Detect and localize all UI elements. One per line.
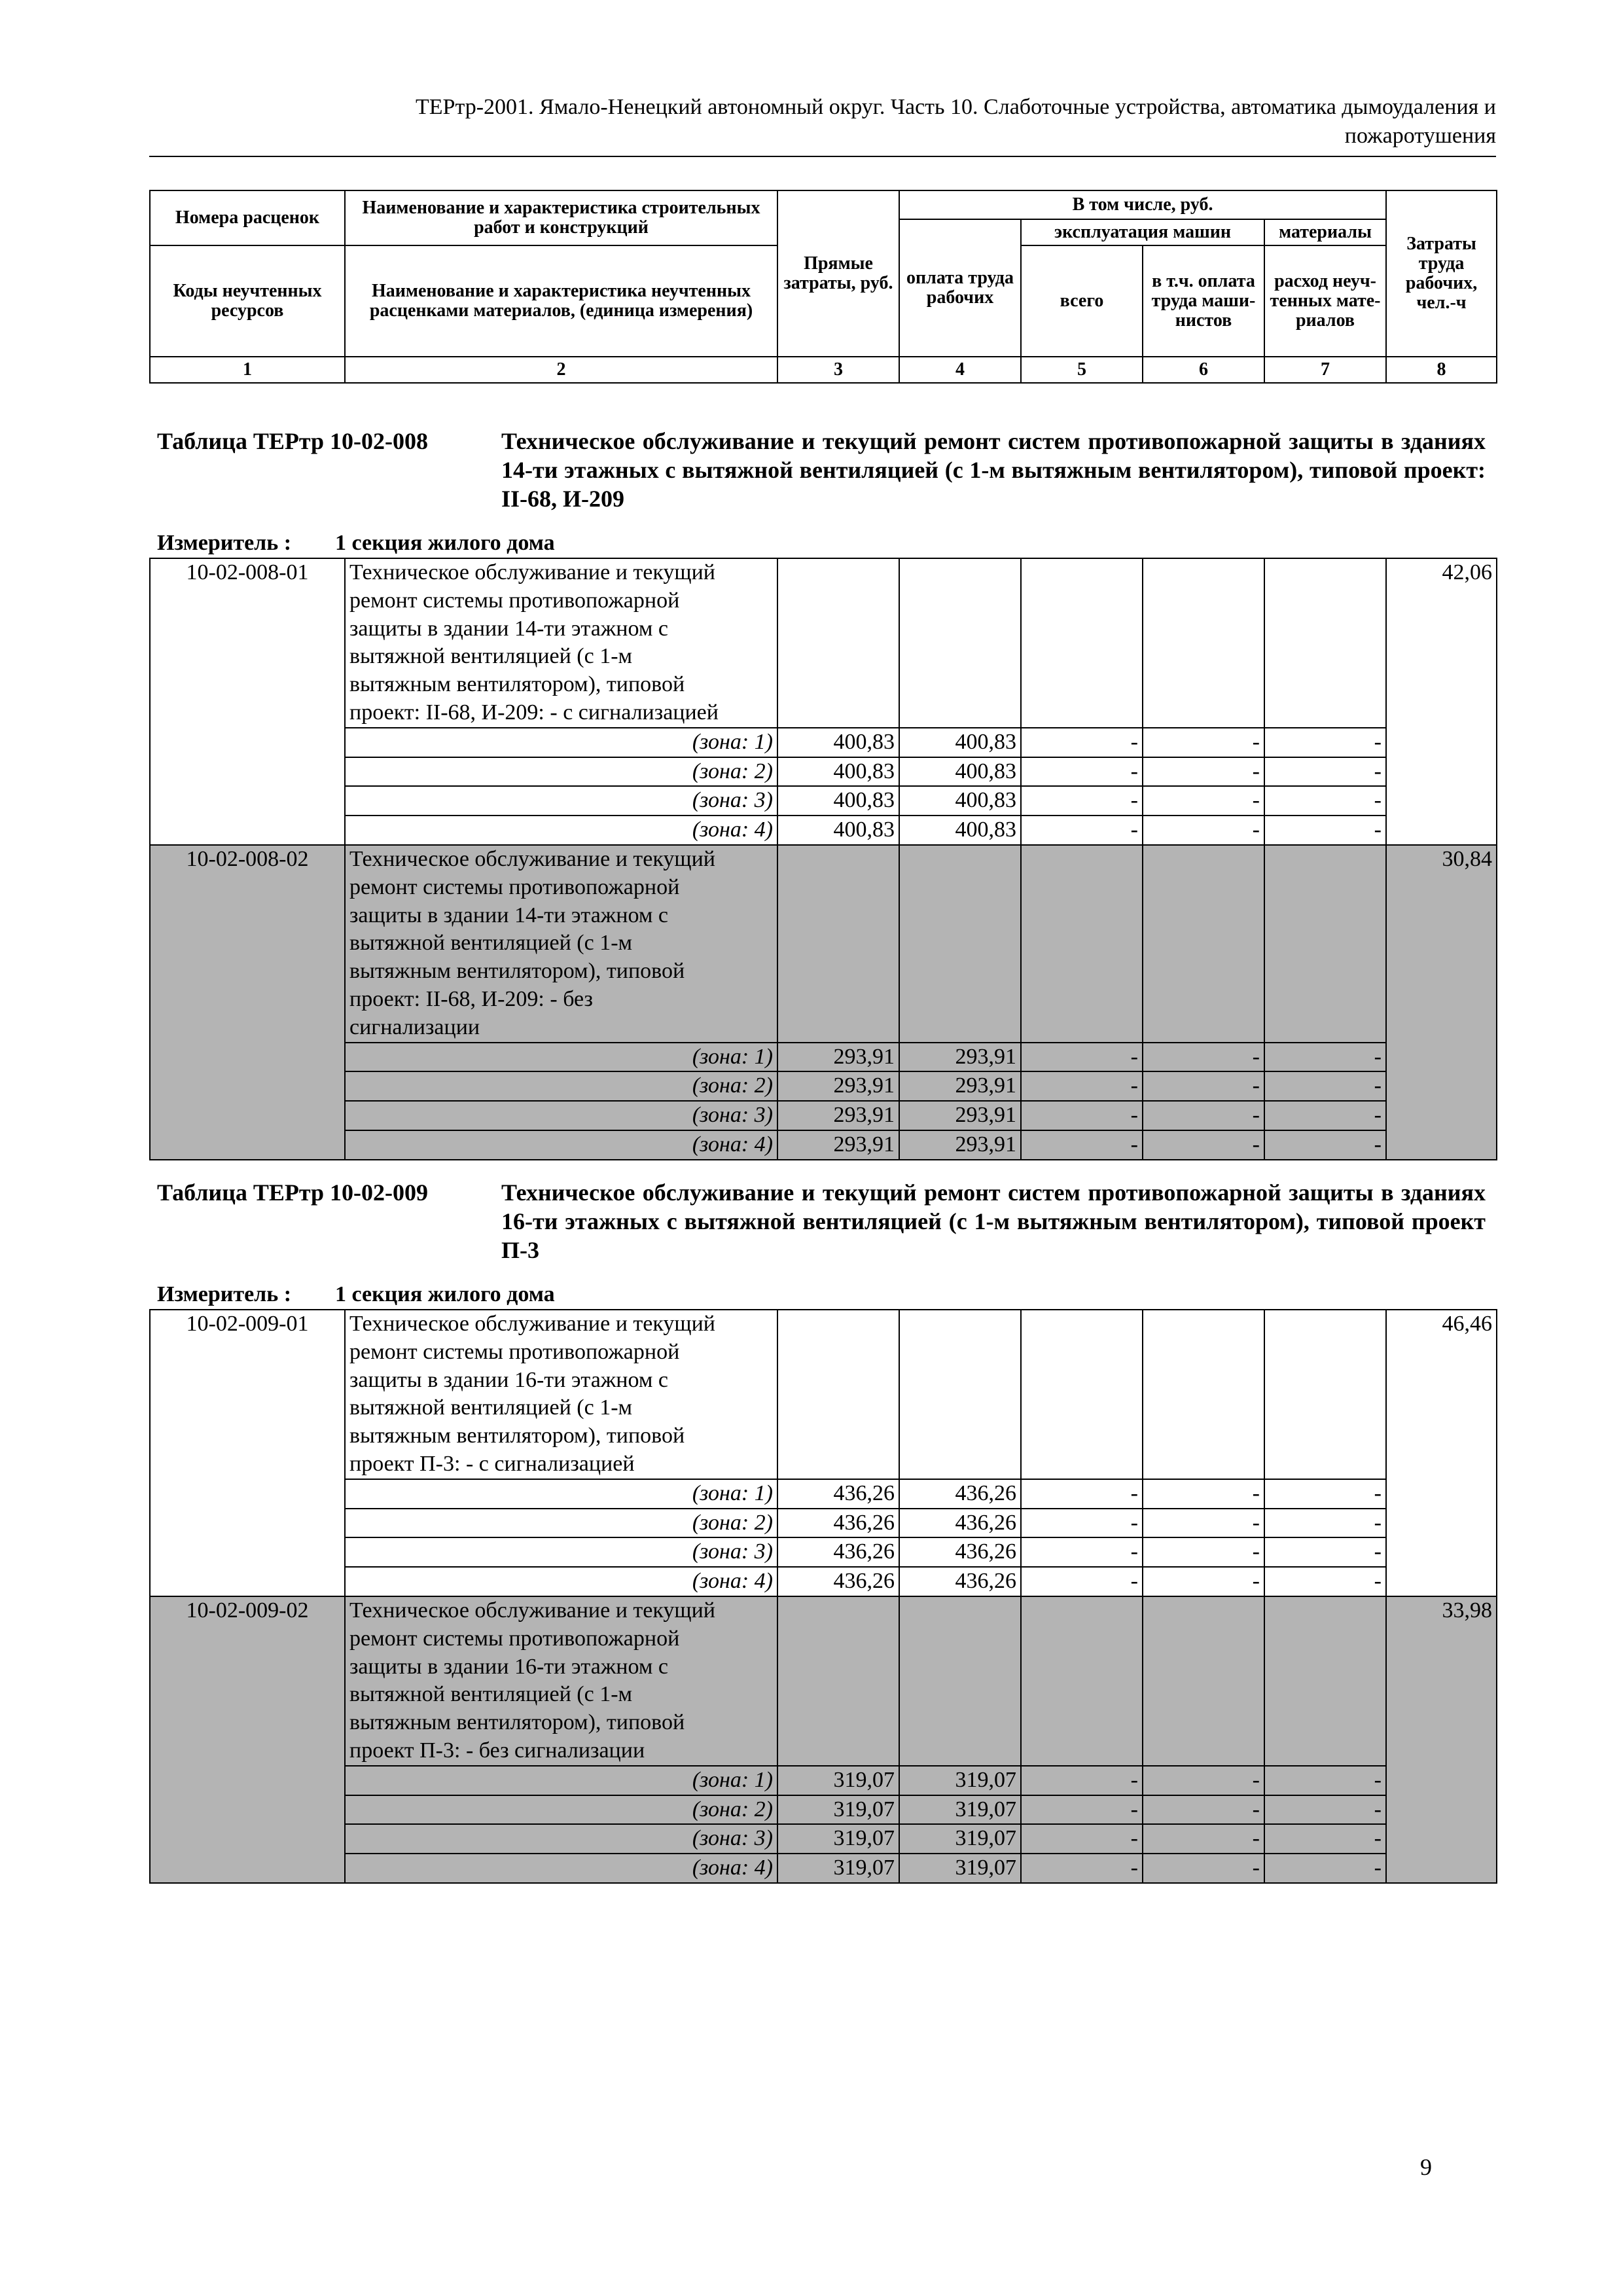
wage-cost: 436,26 bbox=[899, 1537, 1021, 1567]
machine-cost: - bbox=[1021, 1854, 1143, 1883]
labor-hours: 46,46 bbox=[1386, 1310, 1497, 1596]
zone-row bbox=[150, 1043, 1497, 1072]
zone-label: (зона: 2) bbox=[345, 757, 777, 787]
direct-cost: 293,91 bbox=[777, 1071, 899, 1101]
description-line: сигнализации bbox=[349, 1014, 480, 1039]
column-number: 4 bbox=[899, 357, 1021, 383]
zone-row bbox=[150, 1824, 1497, 1854]
machinist-wage: - bbox=[1143, 1479, 1264, 1509]
material-cost: - bbox=[1264, 786, 1386, 816]
description-line: вытяжным вентилятором), типовой bbox=[349, 959, 685, 984]
machine-cost: - bbox=[1021, 1043, 1143, 1072]
description-line: Техническое обслуживание и текущий bbox=[349, 846, 715, 871]
machinist-wage: - bbox=[1143, 728, 1264, 757]
description-line: ремонт системы противопожарной bbox=[349, 874, 680, 899]
direct-cost: 400,83 bbox=[777, 786, 899, 816]
description-line: вытяжным вентилятором), типовой bbox=[349, 672, 685, 697]
machinist-wage: - bbox=[1143, 1567, 1264, 1596]
column-number: 8 bbox=[1386, 357, 1497, 383]
machines-total-header: всего bbox=[1021, 245, 1143, 357]
rate-group bbox=[150, 845, 1497, 1160]
zone-label: (зона: 3) bbox=[345, 1824, 777, 1854]
direct-cost: 400,83 bbox=[777, 757, 899, 787]
material-cost: - bbox=[1264, 1043, 1386, 1072]
labor-hours: 30,84 bbox=[1386, 845, 1497, 1160]
column-number: 2 bbox=[345, 357, 777, 383]
zone-row bbox=[150, 1795, 1497, 1825]
column-number: 3 bbox=[777, 357, 899, 383]
machine-cost: - bbox=[1021, 1071, 1143, 1101]
rate-group bbox=[150, 1596, 1497, 1883]
direct-cost: 319,07 bbox=[777, 1795, 899, 1825]
zone-row bbox=[150, 757, 1497, 787]
zone-label: (зона: 1) bbox=[345, 1043, 777, 1072]
description-line: ремонт системы противопожарной bbox=[349, 588, 680, 613]
machine-cost: - bbox=[1021, 786, 1143, 816]
wage-cost: 319,07 bbox=[899, 1766, 1021, 1795]
machinist-wage: - bbox=[1143, 1766, 1264, 1795]
zone-label: (зона: 4) bbox=[345, 816, 777, 845]
rate-description bbox=[345, 845, 777, 1043]
rate-group bbox=[150, 1310, 1497, 1596]
machinist-wage: - bbox=[1143, 1854, 1264, 1883]
material-cost: - bbox=[1264, 1509, 1386, 1538]
labor-hours: 42,06 bbox=[1386, 558, 1497, 845]
description-line: защиты в здании 16-ти этажном с bbox=[349, 1367, 668, 1392]
rate-code: 10-02-009-01 bbox=[150, 1310, 345, 1596]
material-cost: - bbox=[1264, 1479, 1386, 1509]
zone-label: (зона: 2) bbox=[345, 1071, 777, 1101]
unit-line bbox=[157, 1282, 555, 1308]
material-cost: - bbox=[1264, 1766, 1386, 1795]
wage-cost: 293,91 bbox=[899, 1043, 1021, 1072]
wage-cost: 400,83 bbox=[899, 728, 1021, 757]
wage-cost: 293,91 bbox=[899, 1130, 1021, 1160]
description-line: ремонт системы противопожарной bbox=[349, 1339, 680, 1364]
material-cost: - bbox=[1264, 757, 1386, 787]
zone-label: (зона: 1) bbox=[345, 728, 777, 757]
machinist-wage: - bbox=[1143, 1043, 1264, 1072]
wage-cost: 319,07 bbox=[899, 1824, 1021, 1854]
direct-cost: 436,26 bbox=[777, 1567, 899, 1596]
rate-row bbox=[150, 845, 1497, 1043]
unaccounted-materials-header: расход неуч-тенных мате-риалов bbox=[1264, 245, 1386, 357]
wage-cost: 436,26 bbox=[899, 1479, 1021, 1509]
in-total-header: В том числе, руб. bbox=[899, 190, 1386, 219]
wage-cost: 400,83 bbox=[899, 757, 1021, 787]
machinist-wage: - bbox=[1143, 1130, 1264, 1160]
material-cost: - bbox=[1264, 1567, 1386, 1596]
description-line: вытяжным вентилятором), типовой bbox=[349, 1424, 685, 1448]
rate-description bbox=[345, 558, 777, 728]
wage-cost: 319,07 bbox=[899, 1795, 1021, 1825]
description-line: защиты в здании 14-ти этажном с bbox=[349, 903, 668, 927]
zone-label: (зона: 4) bbox=[345, 1854, 777, 1883]
column-number: 1 bbox=[150, 357, 345, 383]
zone-row bbox=[150, 1071, 1497, 1101]
material-cost: - bbox=[1264, 1795, 1386, 1825]
rate-code: 10-02-009-02 bbox=[150, 1596, 345, 1883]
material-cost: - bbox=[1264, 1101, 1386, 1130]
direct-cost: 319,07 bbox=[777, 1766, 899, 1795]
machine-cost: - bbox=[1021, 1567, 1143, 1596]
description-line: вытяжной вентиляцией (с 1-м bbox=[349, 644, 633, 669]
zone-row bbox=[150, 728, 1497, 757]
direct-cost: 400,83 bbox=[777, 816, 899, 845]
description-line: проект П-3: - с сигнализацией bbox=[349, 1451, 635, 1476]
wage-cost: 319,07 bbox=[899, 1854, 1021, 1883]
material-cost: - bbox=[1264, 1824, 1386, 1854]
zone-row bbox=[150, 1537, 1497, 1567]
material-cost: - bbox=[1264, 1537, 1386, 1567]
machinist-wage: - bbox=[1143, 1795, 1264, 1825]
labor-hours: 33,98 bbox=[1386, 1596, 1497, 1883]
description-line: проект П-3: - без сигнализации bbox=[349, 1738, 645, 1763]
rate-row bbox=[150, 558, 1497, 728]
zone-label: (зона: 3) bbox=[345, 1101, 777, 1130]
rate-row bbox=[150, 1596, 1497, 1766]
direct-cost: 293,91 bbox=[777, 1101, 899, 1130]
description-line: Техническое обслуживание и текущий bbox=[349, 1598, 715, 1623]
description-line: вытяжной вентиляцией (с 1-м bbox=[349, 1395, 633, 1420]
machinist-wage: - bbox=[1143, 1509, 1264, 1538]
machinist-wage: - bbox=[1143, 1101, 1264, 1130]
machine-cost: - bbox=[1021, 1537, 1143, 1567]
wage-cost: 293,91 bbox=[899, 1071, 1021, 1101]
materials-header: материалы bbox=[1264, 219, 1386, 245]
machinist-wages-header: в т.ч. оплата труда маши-нистов bbox=[1143, 245, 1264, 357]
wages-header: оплата труда рабочих bbox=[899, 219, 1021, 357]
table-title-block bbox=[157, 427, 1486, 513]
description-line: вытяжным вентилятором), типовой bbox=[349, 1710, 685, 1735]
header-line-1: ТЕРтр-2001. Ямало-Ненецкий автономный округ. Часть 10. Слаботочные устройства, автоматика дымоудаления и bbox=[416, 95, 1496, 119]
machine-cost: - bbox=[1021, 757, 1143, 787]
machinist-wage: - bbox=[1143, 1537, 1264, 1567]
rate-group bbox=[150, 558, 1497, 845]
unit-value: 1 секция жилого дома bbox=[335, 1282, 555, 1306]
direct-cost: 319,07 bbox=[777, 1824, 899, 1854]
description-line: Техническое обслуживание и текущий bbox=[349, 1312, 715, 1336]
zone-label: (зона: 1) bbox=[345, 1766, 777, 1795]
col2-bottom-header: Наименование и характеристика неучтенных расценками материалов, (единица измерения) bbox=[345, 245, 777, 357]
machine-cost: - bbox=[1021, 728, 1143, 757]
description-line: проект: II-68, И-209: - с сигнализацией bbox=[349, 700, 719, 725]
machines-header: эксплуатация машин bbox=[1021, 219, 1264, 245]
header-line-2: пожаротушения bbox=[1344, 124, 1496, 148]
machine-cost: - bbox=[1021, 816, 1143, 845]
direct-cost: 400,83 bbox=[777, 728, 899, 757]
machinist-wage: - bbox=[1143, 816, 1264, 845]
column-number: 5 bbox=[1021, 357, 1143, 383]
machine-cost: - bbox=[1021, 1824, 1143, 1854]
header-rule bbox=[149, 156, 1496, 157]
col1-bottom-header: Коды неучтенных ресурсов bbox=[150, 245, 345, 357]
zone-label: (зона: 4) bbox=[345, 1130, 777, 1160]
description-line: Техническое обслуживание и текущий bbox=[349, 560, 715, 584]
table-title: Техническое обслуживание и текущий ремонт систем противопожарной защиты в зданиях 14-ти этажных с вытяжной вентиляцией (с 1-м вытяжным вентилятором), типовой проект: II-68, И-209 bbox=[501, 428, 1486, 512]
labor-costs-header: Затраты труда рабочих, чел.-ч bbox=[1386, 190, 1497, 357]
zone-label: (зона: 3) bbox=[345, 786, 777, 816]
zone-label: (зона: 2) bbox=[345, 1509, 777, 1538]
rates-table bbox=[149, 558, 1497, 1160]
zone-row bbox=[150, 1854, 1497, 1883]
zone-row bbox=[150, 1130, 1497, 1160]
machine-cost: - bbox=[1021, 1130, 1143, 1160]
direct-cost: 436,26 bbox=[777, 1509, 899, 1538]
rate-row bbox=[150, 1310, 1497, 1479]
zone-row bbox=[150, 1509, 1497, 1538]
zone-label: (зона: 3) bbox=[345, 1537, 777, 1567]
table-id: Таблица ТЕРтр 10-02-008 bbox=[157, 428, 429, 454]
zone-row bbox=[150, 1766, 1497, 1795]
description-line: проект: II-68, И-209: - без bbox=[349, 986, 593, 1011]
rate-description bbox=[345, 1596, 777, 1766]
direct-costs-header: Прямые затраты, руб. bbox=[777, 190, 899, 357]
description-line: вытяжной вентиляцией (с 1-м bbox=[349, 1682, 633, 1707]
column-number: 7 bbox=[1264, 357, 1386, 383]
machinist-wage: - bbox=[1143, 757, 1264, 787]
machinist-wage: - bbox=[1143, 786, 1264, 816]
wage-cost: 400,83 bbox=[899, 786, 1021, 816]
page-number: 9 bbox=[1420, 2154, 1432, 2180]
material-cost: - bbox=[1264, 1071, 1386, 1101]
wage-cost: 400,83 bbox=[899, 816, 1021, 845]
machine-cost: - bbox=[1021, 1101, 1143, 1130]
machinist-wage: - bbox=[1143, 1824, 1264, 1854]
wage-cost: 436,26 bbox=[899, 1567, 1021, 1596]
zone-row bbox=[150, 816, 1497, 845]
direct-cost: 436,26 bbox=[777, 1479, 899, 1509]
col2-top-header: Наименование и характеристика строительных работ и конструкций bbox=[345, 190, 777, 245]
table-title: Техническое обслуживание и текущий ремонт систем противопожарной защиты в зданиях 16-ти этажных с вытяжной вентиляцией (с 1-м вытяжным вентилятором), типовой проект П-3 bbox=[501, 1179, 1486, 1263]
material-cost: - bbox=[1264, 1854, 1386, 1883]
description-line: вытяжной вентиляцией (с 1-м bbox=[349, 931, 633, 956]
rates-table bbox=[149, 1309, 1497, 1884]
page-header bbox=[149, 93, 1496, 151]
unit-label: Измеритель : bbox=[157, 1282, 292, 1306]
unit-label: Измеритель : bbox=[157, 531, 292, 555]
rate-code: 10-02-008-01 bbox=[150, 558, 345, 845]
wage-cost: 293,91 bbox=[899, 1101, 1021, 1130]
table-id: Таблица ТЕРтр 10-02-009 bbox=[157, 1179, 429, 1206]
table-title-block bbox=[157, 1178, 1486, 1265]
col1-top-header: Номера расценок bbox=[150, 190, 345, 245]
direct-cost: 293,91 bbox=[777, 1130, 899, 1160]
machine-cost: - bbox=[1021, 1766, 1143, 1795]
machinist-wage: - bbox=[1143, 1071, 1264, 1101]
direct-cost: 319,07 bbox=[777, 1854, 899, 1883]
description-line: ремонт системы противопожарной bbox=[349, 1626, 680, 1651]
zone-row bbox=[150, 1479, 1497, 1509]
machine-cost: - bbox=[1021, 1479, 1143, 1509]
machine-cost: - bbox=[1021, 1795, 1143, 1825]
rate-code: 10-02-008-02 bbox=[150, 845, 345, 1160]
rate-description bbox=[345, 1310, 777, 1479]
material-cost: - bbox=[1264, 728, 1386, 757]
material-cost: - bbox=[1264, 1130, 1386, 1160]
zone-row bbox=[150, 1101, 1497, 1130]
unit-value: 1 секция жилого дома bbox=[335, 531, 555, 555]
direct-cost: 436,26 bbox=[777, 1537, 899, 1567]
description-line: защиты в здании 16-ти этажном с bbox=[349, 1654, 668, 1679]
machine-cost: - bbox=[1021, 1509, 1143, 1538]
material-cost: - bbox=[1264, 816, 1386, 845]
column-number: 6 bbox=[1143, 357, 1264, 383]
column-header-table bbox=[149, 190, 1497, 384]
zone-row bbox=[150, 1567, 1497, 1596]
unit-line bbox=[157, 530, 555, 556]
zone-row bbox=[150, 786, 1497, 816]
zone-label: (зона: 1) bbox=[345, 1479, 777, 1509]
wage-cost: 436,26 bbox=[899, 1509, 1021, 1538]
description-line: защиты в здании 14-ти этажном с bbox=[349, 616, 668, 641]
direct-cost: 293,91 bbox=[777, 1043, 899, 1072]
zone-label: (зона: 4) bbox=[345, 1567, 777, 1596]
zone-label: (зона: 2) bbox=[345, 1795, 777, 1825]
